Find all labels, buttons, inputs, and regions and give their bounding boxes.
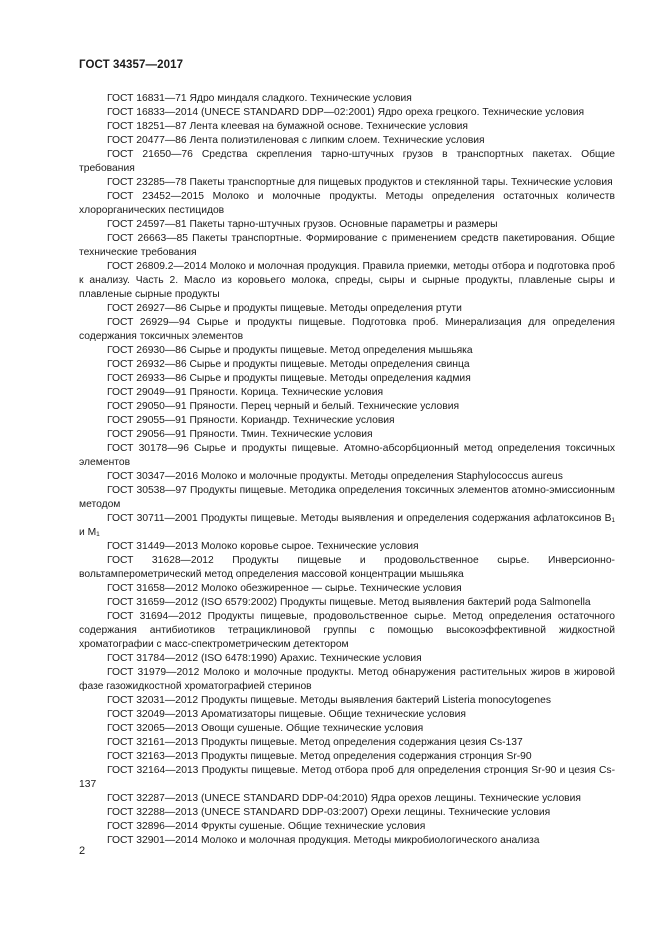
reference-entry: ГОСТ 26809.2—2014 Молоко и молочная продукция. Правила приемки, методы отбора и подготовка проб к анализу. Часть 2. Масло из коровьего молока, спреды, сыры и сырные продукты, плавленые сыры и плавленые сырные продукты bbox=[79, 261, 615, 300]
reference-entry: ГОСТ 26933—86 Сырье и продукты пищевые. Методы определения кадмия bbox=[107, 373, 471, 384]
reference-entry: ГОСТ 32164—2013 Продукты пищевые. Метод отбора проб для определения стронция Sr-90 и цезия Cs-137 bbox=[79, 765, 615, 790]
reference-entry: ГОСТ 31784—2012 (ISO 6478:1990) Арахис. Технические условия bbox=[107, 653, 422, 664]
reference-entry: ГОСТ 29050—91 Пряности. Перец черный и белый. Технические условия bbox=[107, 401, 460, 412]
standards-reference-list bbox=[79, 92, 615, 848]
reference-entry: ГОСТ 32065—2013 Овощи сушеные. Общие технические условия bbox=[107, 723, 424, 734]
reference-entry: ГОСТ 30347—2016 Молоко и молочные продукты. Методы определения Staphylococcus aureus bbox=[107, 471, 563, 482]
reference-entry: ГОСТ 29056—91 Пряности. Тмин. Технические условия bbox=[107, 429, 373, 440]
reference-entry: ГОСТ 30178—96 Сырье и продукты пищевые. Атомно-абсорбционный метод определения токсичных элементов bbox=[79, 443, 615, 468]
reference-entry: ГОСТ 29055—91 Пряности. Кориандр. Технические условия bbox=[107, 415, 395, 426]
reference-entry: ГОСТ 23452—2015 Молоко и молочные продукты. Методы определения остаточных количеств хлорорганических пестицидов bbox=[79, 191, 615, 216]
reference-entry: ГОСТ 26930—86 Сырье и продукты пищевые. Метод определения мышьяка bbox=[107, 345, 473, 356]
reference-entry: ГОСТ 31979—2012 Молоко и молочные продукты. Метод обнаружения растительных жиров в жировой фазе газожидкостной хроматографией стеринов bbox=[79, 667, 615, 692]
document-header: ГОСТ 34357—2017 bbox=[79, 59, 184, 71]
reference-entry: ГОСТ 30711—2001 Продукты пищевые. Методы выявления и определения содержания афлатоксинов B₁ и M₁ bbox=[79, 513, 615, 538]
reference-entry: ГОСТ 26927—86 Сырье и продукты пищевые. Методы определения ртути bbox=[107, 303, 462, 314]
reference-entry: ГОСТ 32049—2013 Ароматизаторы пищевые. Общие технические условия bbox=[107, 709, 466, 720]
reference-entry: ГОСТ 31449—2013 Молоко коровье сырое. Технические условия bbox=[107, 541, 419, 552]
reference-entry: ГОСТ 32161—2013 Продукты пищевые. Метод определения содержания цезия Cs-137 bbox=[107, 737, 523, 748]
reference-entry: ГОСТ 32901—2014 Молоко и молочная продукция. Методы микробиологического анализа bbox=[107, 835, 540, 846]
reference-entry: ГОСТ 21650—76 Средства скрепления тарно-штучных грузов в транспортных пакетах. Общие требования bbox=[79, 149, 615, 174]
reference-entry: ГОСТ 32031—2012 Продукты пищевые. Методы выявления бактерий Listeria monocytogenes bbox=[107, 695, 551, 706]
reference-entry: ГОСТ 16833—2014 (UNECE STANDARD DDP—02:2001) Ядро ореха грецкого. Технические условия bbox=[107, 107, 585, 118]
reference-entry: ГОСТ 24597—81 Пакеты тарно-штучных грузов. Основные параметры и размеры bbox=[107, 219, 498, 230]
reference-entry: ГОСТ 30538—97 Продукты пищевые. Методика определения токсичных элементов атомно-эмиссионным методом bbox=[79, 485, 615, 510]
reference-entry: ГОСТ 31694—2012 Продукты пищевые, продовольственное сырье. Метод определения остаточного содержания антибиотиков тетрациклиновой группы с помощью высокоэффективной жидкостной хроматографии с масс-спектрометрическим детектором bbox=[79, 611, 615, 650]
reference-entry: ГОСТ 31659—2012 (ISO 6579:2002) Продукты пищевые. Метод выявления бактерий рода Salmonella bbox=[107, 597, 591, 608]
reference-entry: ГОСТ 32896—2014 Фрукты сушеные. Общие технические условия bbox=[107, 821, 426, 832]
reference-entry: ГОСТ 23285—78 Пакеты транспортные для пищевых продуктов и стеклянной тары. Технические условия bbox=[107, 177, 613, 188]
page-number: 2 bbox=[79, 845, 86, 857]
reference-entry: ГОСТ 16831—71 Ядро миндаля сладкого. Технические условия bbox=[107, 93, 412, 104]
reference-entry: ГОСТ 18251—87 Лента клеевая на бумажной основе. Технические условия bbox=[107, 121, 468, 132]
reference-entry: ГОСТ 32288—2013 (UNECE STANDARD DDP-03:2007) Орехи лещины. Технические условия bbox=[107, 807, 551, 818]
reference-entry: ГОСТ 29049—91 Пряности. Корица. Технические условия bbox=[107, 387, 384, 398]
reference-entry: ГОСТ 32287—2013 (UNECE STANDARD DDP-04:2010) Ядра орехов лещины. Технические условия bbox=[107, 793, 581, 804]
reference-entry: ГОСТ 26932—86 Сырье и продукты пищевые. Методы определения свинца bbox=[107, 359, 470, 370]
reference-entry: ГОСТ 26929—94 Сырье и продукты пищевые. Подготовка проб. Минерализация для определения содержания токсичных элементов bbox=[79, 317, 615, 342]
reference-entry: ГОСТ 26663—85 Пакеты транспортные. Формирование с применением средств пакетирования. Общие технические требования bbox=[79, 233, 615, 258]
reference-entry: ГОСТ 20477—86 Лента полиэтиленовая с липким слоем. Технические условия bbox=[107, 135, 485, 146]
reference-entry: ГОСТ 31658—2012 Молоко обезжиренное — сырье. Технические условия bbox=[107, 583, 462, 594]
reference-entry: ГОСТ 32163—2013 Продукты пищевые. Метод определения содержания стронция Sr-90 bbox=[107, 751, 532, 762]
reference-entry: ГОСТ 31628—2012 Продукты пищевые и продовольственное сырье. Инверсионно-вольтамперометрический метод определения массовой концентрации мышьяка bbox=[79, 555, 615, 580]
